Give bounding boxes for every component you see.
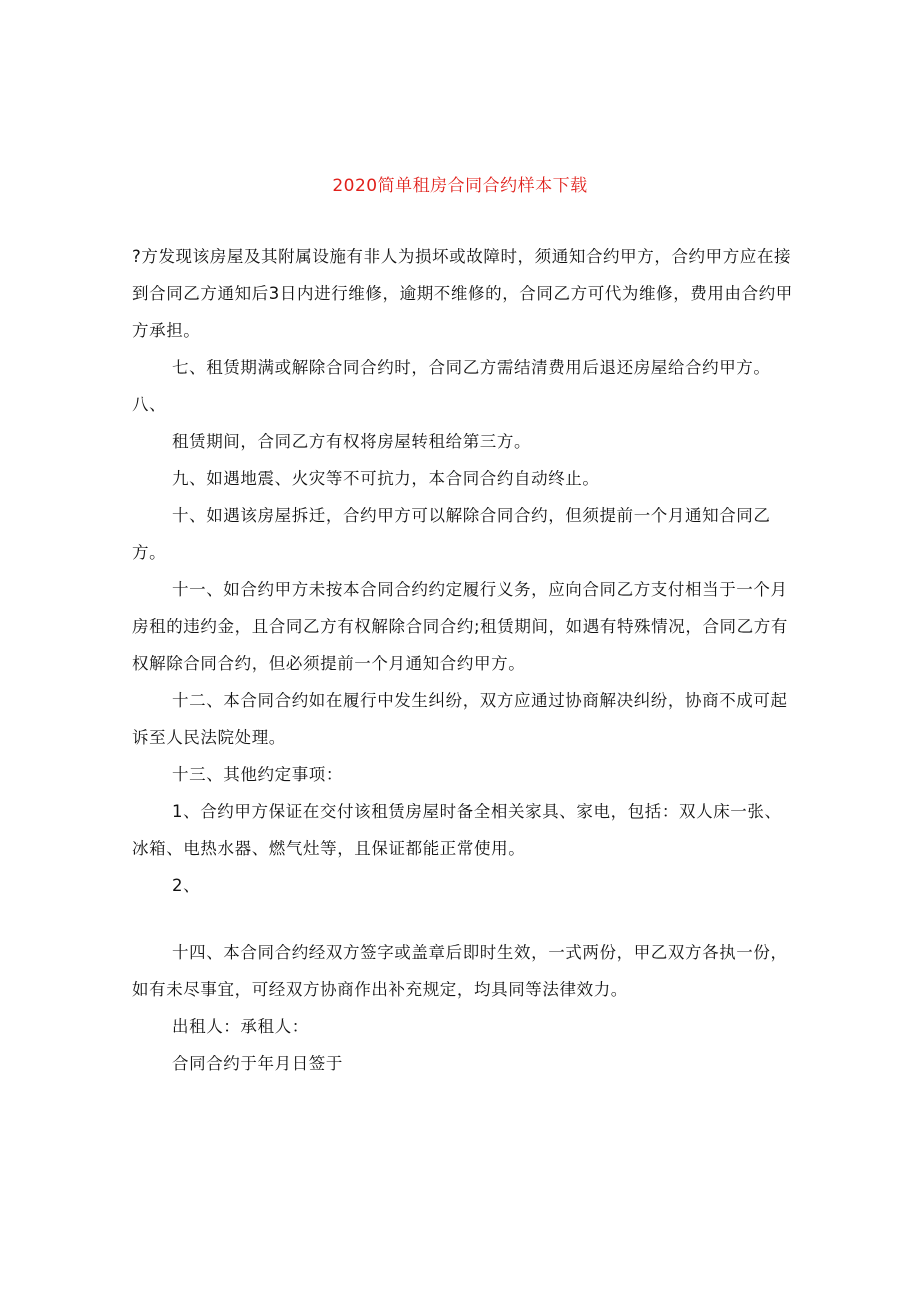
paragraph-item-1: 1、合约甲方保证在交付该租赁房屋时备全相关家具、家电，包括：双人床一张、冰箱、电热水器、燃气灶等，且保证都能正常使用。 [132, 802, 782, 858]
document-title: 2020简单租房合同合约样本下载 [332, 176, 588, 196]
document-body [132, 238, 794, 1082]
paragraph-clause-10: 十、如遇该房屋拆迁，合约甲方可以解除合同合约，但须提前一个月通知合同乙方。 [132, 506, 771, 562]
paragraph-clause-8: 租赁期间，合同乙方有权将房屋转租给第三方。 [172, 432, 532, 451]
paragraph-clause-9: 九、如遇地震、火灾等不可抗力，本合同合约自动终止。 [172, 469, 600, 488]
signature-parties: 出租人：承租人： [172, 1017, 309, 1036]
paragraph-clause-14: 十四、本合同合约经双方签字或盖章后即时生效，一式两份，甲乙双方各执一份，如有未尽事宜，可经双方协商作出补充规定，均具同等法律效力。 [132, 943, 788, 999]
paragraph-repair-clause: ?方发现该房屋及其附属设施有非人为损坏或故障时，须通知合约甲方，合约甲方应在接到合同乙方通知后3日内进行维修，逾期不维修的，合同乙方可代为维修，费用由合约甲方承担。 [132, 247, 793, 340]
paragraph-clause-11: 十一、如合约甲方未按本合同合约约定履行义务，应向合同乙方支付相当于一个月房租的违约金，且合同乙方有权解除合同合约;租赁期间，如遇有特殊情况，合同乙方有权解除合同合约，但必须提前一个月通知合约甲方。 [132, 580, 788, 673]
paragraph-clause-7: 七、租赁期满或解除合同合约时，合同乙方需结清费用后退还房屋给合约甲方。八、 [132, 358, 771, 414]
paragraph-clause-13: 十三、其他约定事项： [172, 765, 343, 784]
paragraph-item-2: 2、 [172, 876, 201, 895]
signing-date-line: 合同合约于年月日签于 [172, 1054, 343, 1073]
paragraph-clause-12: 十二、本合同合约如在履行中发生纠纷，双方应通过协商解决纠纷，协商不成可起诉至人民法院处理。 [132, 691, 788, 747]
